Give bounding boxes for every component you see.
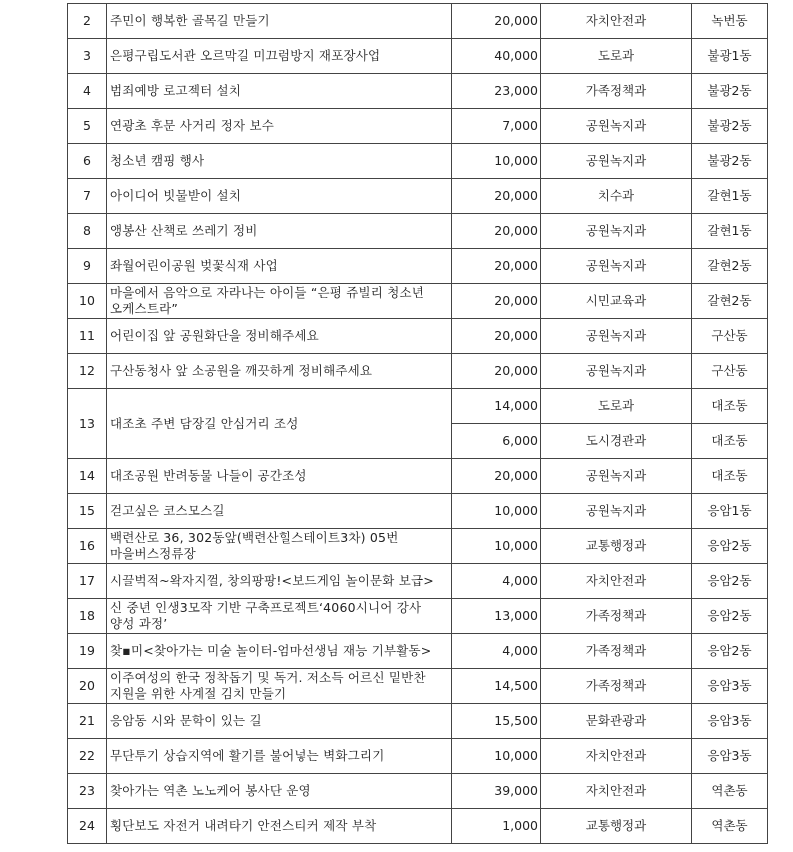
district-dong: 대조동 — [692, 389, 768, 424]
row-number: 15 — [68, 494, 107, 529]
district-dong: 구산동 — [692, 354, 768, 389]
department: 문화관광과 — [541, 704, 692, 739]
row-number: 14 — [68, 459, 107, 494]
project-title: 찾▪미<찾아가는 미술 놀이터-엄마선생님 재능 기부활동> — [107, 634, 452, 669]
budget-amount: 14,000 — [452, 389, 541, 424]
project-title: 대조공원 반려동물 나들이 공간조성 — [107, 459, 452, 494]
project-title: 응암동 시와 문학이 있는 길 — [107, 704, 452, 739]
table-body — [68, 4, 768, 844]
department: 공원녹지과 — [541, 354, 692, 389]
district-dong: 응암2동 — [692, 634, 768, 669]
department: 공원녹지과 — [541, 214, 692, 249]
budget-amount: 39,000 — [452, 774, 541, 809]
department: 도로과 — [541, 39, 692, 74]
row-number: 3 — [68, 39, 107, 74]
project-title: 아이디어 빗물받이 설치 — [107, 179, 452, 214]
row-number: 9 — [68, 249, 107, 284]
budget-amount: 15,500 — [452, 704, 541, 739]
district-dong: 갈현1동 — [692, 214, 768, 249]
department: 공원녹지과 — [541, 494, 692, 529]
budget-amount: 1,000 — [452, 809, 541, 844]
project-title: 은평구립도서관 오르막길 미끄럼방지 재포장사업 — [107, 39, 452, 74]
district-dong: 갈현1동 — [692, 179, 768, 214]
project-title: 범죄예방 로고젝터 설치 — [107, 74, 452, 109]
budget-amount: 13,000 — [452, 599, 541, 634]
table-row — [68, 669, 768, 704]
table-row — [68, 389, 768, 424]
table-row — [68, 4, 768, 39]
table-row — [68, 354, 768, 389]
department: 공원녹지과 — [541, 459, 692, 494]
table-row — [68, 634, 768, 669]
budget-amount: 6,000 — [452, 424, 541, 459]
department: 자치안전과 — [541, 739, 692, 774]
row-number: 20 — [68, 669, 107, 704]
budget-amount: 7,000 — [452, 109, 541, 144]
district-dong: 응암3동 — [692, 739, 768, 774]
project-title: 앵봉산 산책로 쓰레기 정비 — [107, 214, 452, 249]
project-title: 대조초 주변 담장길 안심거리 조성 — [107, 389, 452, 459]
row-number: 2 — [68, 4, 107, 39]
department: 도로과 — [541, 389, 692, 424]
district-dong: 불광2동 — [692, 144, 768, 179]
department: 자치안전과 — [541, 4, 692, 39]
budget-project-table — [67, 3, 768, 844]
project-title: 시끌벅적~왁자지껄, 창의팡팡!<보드게임 놀이문화 보급> — [107, 564, 452, 599]
project-title: 좌월어린이공원 벚꽃식재 사업 — [107, 249, 452, 284]
department: 시민교육과 — [541, 284, 692, 319]
district-dong: 녹번동 — [692, 4, 768, 39]
district-dong: 불광2동 — [692, 109, 768, 144]
row-number: 18 — [68, 599, 107, 634]
row-number: 21 — [68, 704, 107, 739]
district-dong: 응암3동 — [692, 704, 768, 739]
budget-amount: 10,000 — [452, 494, 541, 529]
row-number: 13 — [68, 389, 107, 459]
department: 공원녹지과 — [541, 109, 692, 144]
district-dong: 응암1동 — [692, 494, 768, 529]
row-number: 5 — [68, 109, 107, 144]
department: 자치안전과 — [541, 774, 692, 809]
district-dong: 역촌동 — [692, 809, 768, 844]
row-number: 22 — [68, 739, 107, 774]
district-dong: 역촌동 — [692, 774, 768, 809]
department: 교통행정과 — [541, 809, 692, 844]
row-number: 17 — [68, 564, 107, 599]
department: 교통행정과 — [541, 529, 692, 564]
department: 가족정책과 — [541, 669, 692, 704]
project-title: 청소년 캠핑 행사 — [107, 144, 452, 179]
row-number: 12 — [68, 354, 107, 389]
row-number: 4 — [68, 74, 107, 109]
department: 도시경관과 — [541, 424, 692, 459]
table-row — [68, 494, 768, 529]
budget-amount: 20,000 — [452, 284, 541, 319]
row-number: 7 — [68, 179, 107, 214]
table-row — [68, 739, 768, 774]
project-title: 어린이집 앞 공원화단을 정비해주세요 — [107, 319, 452, 354]
department: 가족정책과 — [541, 599, 692, 634]
district-dong: 대조동 — [692, 424, 768, 459]
budget-amount: 23,000 — [452, 74, 541, 109]
budget-amount: 4,000 — [452, 634, 541, 669]
row-number: 8 — [68, 214, 107, 249]
table-row — [68, 704, 768, 739]
district-dong: 갈현2동 — [692, 284, 768, 319]
table-row — [68, 109, 768, 144]
district-dong: 구산동 — [692, 319, 768, 354]
department: 가족정책과 — [541, 74, 692, 109]
department: 공원녹지과 — [541, 249, 692, 284]
district-dong: 응암2동 — [692, 564, 768, 599]
budget-amount: 4,000 — [452, 564, 541, 599]
district-dong: 불광1동 — [692, 39, 768, 74]
project-title: 무단투기 상습지역에 활기를 불어넣는 벽화그리기 — [107, 739, 452, 774]
budget-amount: 20,000 — [452, 249, 541, 284]
district-dong: 응암2동 — [692, 599, 768, 634]
budget-amount: 20,000 — [452, 4, 541, 39]
budget-amount: 14,500 — [452, 669, 541, 704]
district-dong: 불광2동 — [692, 74, 768, 109]
department: 자치안전과 — [541, 564, 692, 599]
project-title: 연광초 후문 사거리 정자 보수 — [107, 109, 452, 144]
table-row — [68, 774, 768, 809]
project-title: 이주여성의 한국 정착돕기 및 독거. 저소득 어르신 밑반찬 지원을 위한 사계절 김치 만들기 — [107, 669, 452, 704]
department: 가족정책과 — [541, 634, 692, 669]
department: 공원녹지과 — [541, 319, 692, 354]
row-number: 19 — [68, 634, 107, 669]
row-number: 23 — [68, 774, 107, 809]
project-title: 백련산로 36, 302동앞(백련산힐스테이트3차) 05번 마을버스정류장 — [107, 529, 452, 564]
table-row — [68, 249, 768, 284]
project-title: 신 중년 인생3모작 기반 구축프로젝트‘4060시니어 강사 양성 과정’ — [107, 599, 452, 634]
row-number: 11 — [68, 319, 107, 354]
table-row — [68, 144, 768, 179]
table-row — [68, 214, 768, 249]
budget-amount: 10,000 — [452, 529, 541, 564]
row-number: 10 — [68, 284, 107, 319]
project-title: 구산동청사 앞 소공원을 깨끗하게 정비해주세요 — [107, 354, 452, 389]
table-row — [68, 179, 768, 214]
table-row — [68, 529, 768, 564]
budget-amount: 20,000 — [452, 319, 541, 354]
table-row — [68, 319, 768, 354]
table-row — [68, 39, 768, 74]
project-title: 걷고싶은 코스모스길 — [107, 494, 452, 529]
row-number: 24 — [68, 809, 107, 844]
project-title: 찾아가는 역촌 노노케어 봉사단 운영 — [107, 774, 452, 809]
row-number: 16 — [68, 529, 107, 564]
project-title: 마을에서 음악으로 자라나는 아이들 “은평 쥬빌리 청소년 오케스트라” — [107, 284, 452, 319]
district-dong: 갈현2동 — [692, 249, 768, 284]
budget-amount: 10,000 — [452, 144, 541, 179]
project-title: 횡단보도 자전거 내려타기 안전스티커 제작 부착 — [107, 809, 452, 844]
table-row — [68, 74, 768, 109]
table-row — [68, 284, 768, 319]
budget-project-table-container — [67, 3, 768, 844]
district-dong: 응암2동 — [692, 529, 768, 564]
table-row — [68, 459, 768, 494]
budget-amount: 40,000 — [452, 39, 541, 74]
table-row — [68, 599, 768, 634]
budget-amount: 20,000 — [452, 214, 541, 249]
district-dong: 응암3동 — [692, 669, 768, 704]
district-dong: 대조동 — [692, 459, 768, 494]
budget-amount: 20,000 — [452, 459, 541, 494]
budget-amount: 20,000 — [452, 179, 541, 214]
budget-amount: 20,000 — [452, 354, 541, 389]
row-number: 6 — [68, 144, 107, 179]
table-row — [68, 564, 768, 599]
department: 공원녹지과 — [541, 144, 692, 179]
department: 치수과 — [541, 179, 692, 214]
table-row — [68, 809, 768, 844]
project-title: 주민이 행복한 골목길 만들기 — [107, 4, 452, 39]
budget-amount: 10,000 — [452, 739, 541, 774]
